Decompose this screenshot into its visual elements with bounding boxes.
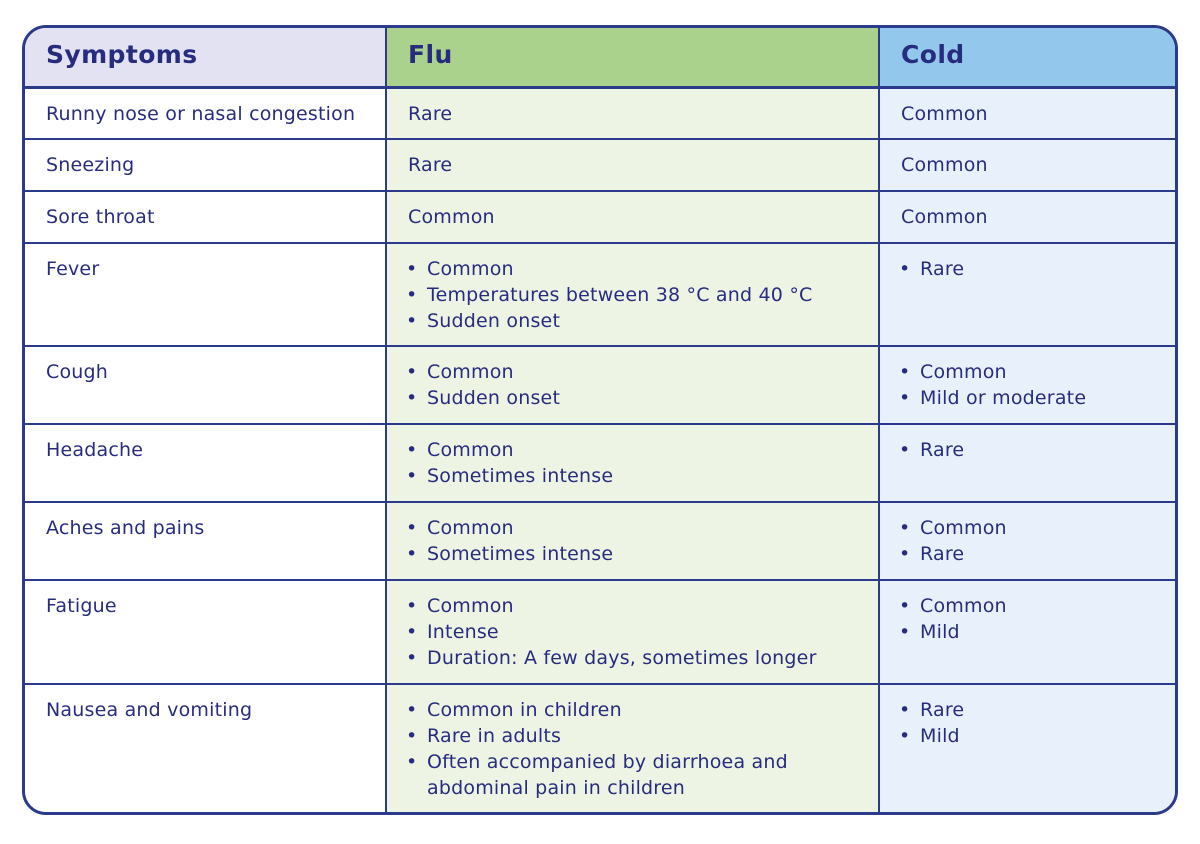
- bullet-list: [901, 593, 1161, 645]
- flu-cell: [386, 346, 879, 424]
- bullet-list: [901, 256, 1161, 282]
- cold-cell: [879, 424, 1175, 502]
- symptom-cell: Fatigue: [25, 580, 386, 684]
- bullet-item: • Mild: [901, 723, 1161, 749]
- cold-cell: [879, 502, 1175, 580]
- symptom-cell: Sneezing: [25, 139, 386, 191]
- bullet-item: • Mild or moderate: [901, 385, 1161, 411]
- flu-cell: [386, 424, 879, 502]
- table-row: [25, 502, 1175, 580]
- table-row: [25, 346, 1175, 424]
- flu-cell: [386, 580, 879, 684]
- flu-cold-comparison-table: [22, 25, 1178, 815]
- bullet-item: • Mild: [901, 619, 1161, 645]
- table-row: [25, 139, 1175, 191]
- cell-value: Rare: [408, 102, 453, 125]
- bullet-item: • Duration: A few days, sometimes longer: [408, 645, 864, 671]
- bullet-item: • Common: [901, 593, 1161, 619]
- symptom-cell: Headache: [25, 424, 386, 502]
- flu-cell: [386, 191, 879, 243]
- table-row: [25, 424, 1175, 502]
- flu-cell: [386, 684, 879, 812]
- bullet-list: [901, 359, 1161, 411]
- table-row: [25, 243, 1175, 346]
- table-row: [25, 580, 1175, 684]
- bullet-item: • Sudden onset: [408, 385, 864, 411]
- symptom-cell: Sore throat: [25, 191, 386, 243]
- header-row: [25, 28, 1175, 87]
- cell-value: Common: [901, 154, 988, 176]
- cell-value: Common: [901, 102, 988, 125]
- bullet-item: • Temperatures between 38 °C and 40 °C: [408, 282, 864, 308]
- cold-cell: [879, 580, 1175, 684]
- bullet-list: [901, 697, 1161, 749]
- column-header-flu: Flu: [386, 28, 879, 87]
- bullet-item: • Common: [408, 437, 864, 463]
- column-header-cold: Cold: [879, 28, 1175, 87]
- bullet-list: [408, 593, 864, 671]
- cell-value: Common: [901, 206, 988, 228]
- bullet-item: • Rare: [901, 541, 1161, 567]
- symptom-cell: Nausea and vomiting: [25, 684, 386, 812]
- bullet-item: • Rare: [901, 256, 1161, 282]
- flu-cell: [386, 87, 879, 139]
- bullet-item: • Intense: [408, 619, 864, 645]
- bullet-item: • Rare in adults: [408, 723, 864, 749]
- bullet-item: • Rare: [901, 437, 1161, 463]
- bullet-list: [901, 437, 1161, 463]
- symptom-cell: Cough: [25, 346, 386, 424]
- cold-cell: [879, 139, 1175, 191]
- bullet-item: • Often accompanied by diarrhoea and abdominal pain in children: [408, 749, 864, 801]
- bullet-item: • Sometimes intense: [408, 463, 864, 489]
- bullet-item: • Sometimes intense: [408, 541, 864, 567]
- cold-cell: [879, 87, 1175, 139]
- flu-cell: [386, 502, 879, 580]
- symptom-cell: Fever: [25, 243, 386, 346]
- table-row: [25, 191, 1175, 243]
- bullet-list: [408, 359, 864, 411]
- bullet-item: • Common: [408, 593, 864, 619]
- bullet-item: • Rare: [901, 697, 1161, 723]
- cell-value: Rare: [408, 154, 453, 176]
- column-header-symptoms: Symptoms: [25, 28, 386, 87]
- cold-cell: [879, 684, 1175, 812]
- bullet-item: • Common: [901, 515, 1161, 541]
- table-row: [25, 87, 1175, 139]
- cell-value: Common: [408, 206, 495, 228]
- cold-cell: [879, 191, 1175, 243]
- cold-cell: [879, 346, 1175, 424]
- bullet-item: • Common: [408, 359, 864, 385]
- flu-cell: [386, 243, 879, 346]
- bullet-item: • Common: [408, 256, 864, 282]
- flu-cell: [386, 139, 879, 191]
- bullet-list: [408, 697, 864, 801]
- cold-cell: [879, 243, 1175, 346]
- bullet-list: [901, 515, 1161, 567]
- bullet-item: • Common in children: [408, 697, 864, 723]
- bullet-item: • Common: [408, 515, 864, 541]
- symptom-table: [25, 28, 1175, 812]
- bullet-item: • Sudden onset: [408, 308, 864, 334]
- symptom-cell: Runny nose or nasal congestion: [25, 87, 386, 139]
- bullet-item: • Common: [901, 359, 1161, 385]
- table-row: [25, 684, 1175, 812]
- bullet-list: [408, 437, 864, 489]
- bullet-list: [408, 515, 864, 567]
- symptom-cell: Aches and pains: [25, 502, 386, 580]
- bullet-list: [408, 256, 864, 334]
